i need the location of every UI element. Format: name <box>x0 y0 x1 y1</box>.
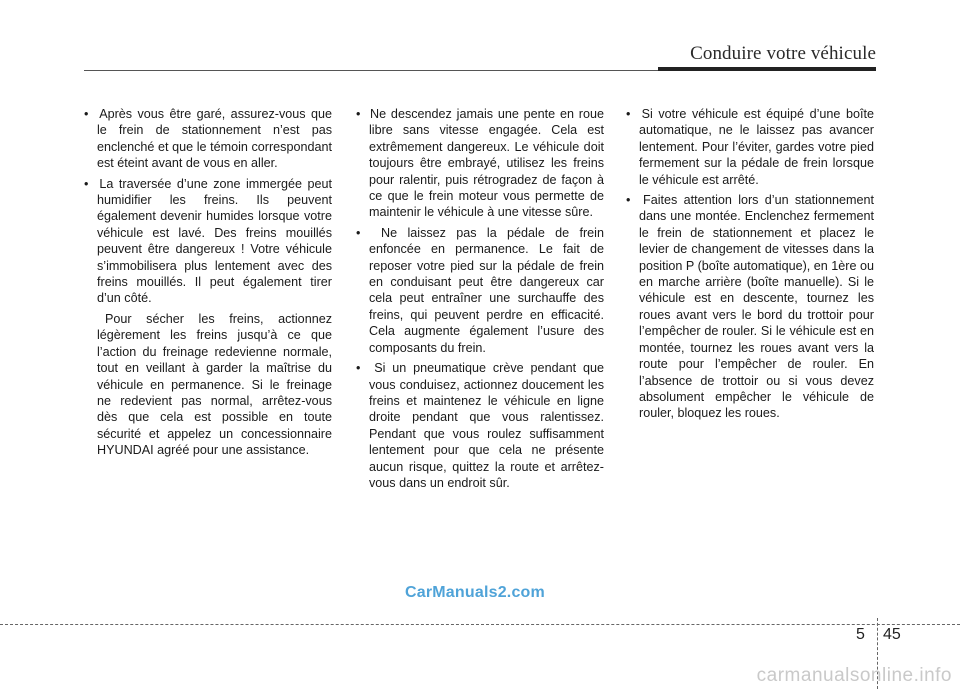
bullet-item: • Si un pneumatique crève pendant que vous conduisez, actionnez doucement les freins et maintenez le véhicule en ligne droite pendant que vous ralentissez. Pendant que vous roulez suffisamment lentement pour que cela ne présente aucun risque, quittez la route et arrêtez-vous dans un endroit sûr. <box>356 360 604 491</box>
bullet-item: • Faites attention lors d’un stationnement dans une montée. Enclenchez fermement le frein de stationnement et placez le levier de changement de vitesses dans la position P (boîte automatique), en 1ère ou en marche arrière (boîte manuelle). Si le véhicule est en descente, tournez les roues avant vers le bord du trottoir pour l’empêcher de rouler. Si le véhicule est en montée, tournez les roues avant vers la route pour l’empêcher de rouler. En l’absence de trottoir ou si vous devez absolument empêcher le véhicule de rouler, bloquez les roues. <box>626 192 874 422</box>
chapter-title: Conduire votre véhicule <box>690 43 876 64</box>
bullet-item: • Ne laissez pas la pédale de frein enfoncée en permanence. Le fait de reposer votre pied sur la pédale de frein en conduisant peut être dangereux car cela peut entraîner une surchauffe des freins, qui peuvent perdre en efficacité. Cela augmente également l’usure des composants du frein. <box>356 225 604 356</box>
footer-rule <box>0 624 960 625</box>
text-column-2 <box>356 106 604 495</box>
bullet-item: • Si votre véhicule est équipé d’une boîte automatique, ne le laissez pas avancer lentement. Pour l’éviter, gardes votre pied fermement sur la pédale de frein lorsque le véhicule est arrêté. <box>626 106 874 188</box>
watermark-link[interactable]: CarManuals2.com <box>405 584 545 601</box>
bullet-item: • La traversée d’une zone immergée peut humidifier les freins. Ils peuvent également devenir humides lorsque votre véhicule est lavé. Des freins mouillés peuvent être dangereux ! Votre véhicule s’immobilisera plus lentement avec des freins mouillés. Il peut également tirer d’un côté. <box>84 176 332 307</box>
paragraph: Pour sécher les freins, actionnez légèrement les freins jusqu’à ce que l’action du freinage redevienne normale, tout en veillant à garder la maîtrise du véhicule en permanence. Si le freinage ne redevient pas normal, arrêtez-vous dès que cela est possible en toute sécurité et appelez un concessionnaire HYUNDAI agréé pour une assistance. <box>97 311 332 458</box>
text-column-3 <box>626 106 874 426</box>
header-rule-accent <box>658 67 876 71</box>
bullet-item: • Après vous être garé, assurez-vous que le frein de stationnement n’est pas enclenché et que le témoin correspondant est éteint avant de vous en aller. <box>84 106 332 172</box>
text-column-1 <box>84 106 332 463</box>
bottom-watermark: carmanualsonline.info <box>756 665 952 686</box>
bullet-item: • Ne descendez jamais une pente en roue libre sans vitesse engagée. Cela est extrêmement dangereux. Le véhicule doit toujours être embrayé, utilisez les freins pour ralentir, puis rétrogradez de façon à ce que le frein moteur vous permette de maintenir le véhicule à une vitesse sûre. <box>356 106 604 221</box>
page-number: 45 <box>883 626 901 643</box>
chapter-number: 5 <box>856 626 865 643</box>
